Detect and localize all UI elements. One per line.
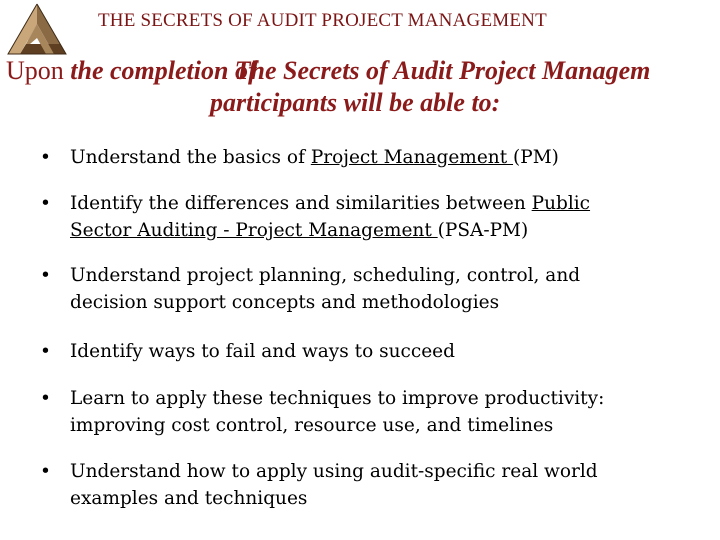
course-name: The Secrets of Audit Project Managem [234,56,651,85]
bullet-text: Identify the differences and similarities between [70,193,532,214]
intro-continuation: participants will be able to: [210,88,501,117]
bullet-icon: • [40,193,51,214]
page-title: THE SECRETS OF AUDIT PROJECT MANAGEMENT [98,10,547,31]
intro-phrase: the completion of [70,56,257,85]
bullet-icon: • [40,341,51,362]
bullet-icon: • [40,265,51,286]
list-item [40,385,604,439]
list-item [40,338,455,365]
bullet-underlined-text: Sector Auditing - Project Management [70,220,438,241]
list-item [40,458,598,512]
intro-prefix: Upon [6,56,64,85]
list-item [40,144,559,171]
bullet-text: Understand how to apply using audit-specific real world [70,461,598,482]
bullet-text: Understand project planning, scheduling, control, and [70,265,581,286]
bullet-text: improving cost control, resource use, and timelines [70,415,554,436]
bullet-icon: • [40,388,51,409]
bullet-text: Learn to apply these techniques to improve productivity: [70,388,605,409]
bullet-underlined-text: Project Management [310,147,514,168]
impossible-triangle-icon [6,2,68,58]
list-item [40,262,580,316]
bullet-icon: • [40,147,51,168]
bullet-underlined-text: Public [531,193,591,214]
intro-line [6,56,650,86]
bullet-text: Understand the basics of [70,147,311,168]
bullet-icon: • [40,461,51,482]
list-item [40,190,590,244]
bullet-text: (PM) [513,147,559,168]
bullet-text: Identify ways to fail and ways to succeed [70,341,455,362]
bullet-text: examples and techniques [70,488,308,509]
bullet-text: decision support concepts and methodologies [70,292,500,313]
bullet-text: (PSA-PM) [437,220,529,241]
